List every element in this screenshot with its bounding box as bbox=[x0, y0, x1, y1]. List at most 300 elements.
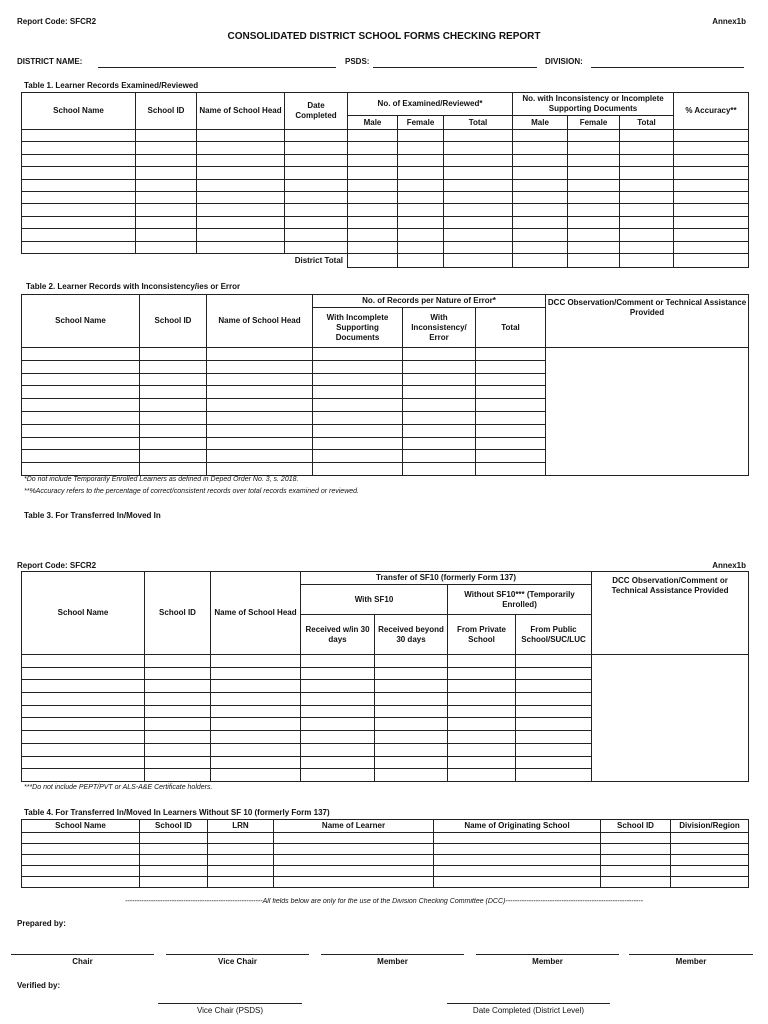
table-cell[interactable] bbox=[403, 437, 476, 450]
table-cell[interactable] bbox=[620, 167, 674, 179]
table-cell[interactable] bbox=[398, 191, 444, 203]
table-cell[interactable] bbox=[620, 179, 674, 191]
table-cell[interactable] bbox=[620, 241, 674, 253]
division-field[interactable] bbox=[591, 67, 744, 68]
table-cell[interactable] bbox=[398, 142, 444, 154]
table-cell[interactable] bbox=[145, 718, 211, 731]
table-cell[interactable] bbox=[476, 411, 546, 424]
table-cell[interactable] bbox=[301, 743, 375, 756]
table-cell[interactable] bbox=[448, 718, 516, 731]
table-cell[interactable] bbox=[140, 463, 207, 476]
table-cell[interactable] bbox=[197, 142, 285, 154]
table-cell[interactable] bbox=[513, 216, 568, 228]
table-cell[interactable] bbox=[313, 437, 403, 450]
table-cell[interactable] bbox=[398, 216, 444, 228]
table-cell[interactable] bbox=[444, 130, 513, 142]
table-cell[interactable] bbox=[444, 253, 513, 267]
table-cell[interactable] bbox=[22, 360, 140, 373]
table-cell[interactable] bbox=[375, 667, 448, 680]
table-cell[interactable] bbox=[513, 191, 568, 203]
table-cell[interactable] bbox=[444, 204, 513, 216]
table-cell[interactable] bbox=[348, 229, 398, 241]
table-cell[interactable] bbox=[620, 191, 674, 203]
table-cell[interactable] bbox=[375, 705, 448, 718]
table-cell[interactable] bbox=[601, 855, 671, 866]
table-cell[interactable] bbox=[403, 386, 476, 399]
table-cell[interactable] bbox=[674, 253, 749, 267]
table-cell[interactable] bbox=[403, 360, 476, 373]
table-cell[interactable] bbox=[476, 386, 546, 399]
table-cell[interactable] bbox=[513, 241, 568, 253]
table-cell[interactable] bbox=[516, 731, 592, 744]
table-cell[interactable] bbox=[22, 756, 145, 769]
table-cell[interactable] bbox=[22, 437, 140, 450]
table-cell[interactable] bbox=[516, 756, 592, 769]
table-cell[interactable] bbox=[398, 167, 444, 179]
table-cell[interactable] bbox=[674, 154, 749, 166]
table-cell[interactable] bbox=[448, 743, 516, 756]
table-cell[interactable] bbox=[22, 142, 136, 154]
table-cell[interactable] bbox=[274, 844, 434, 855]
table-cell[interactable] bbox=[568, 179, 620, 191]
table-cell[interactable] bbox=[348, 204, 398, 216]
table-cell[interactable] bbox=[448, 667, 516, 680]
table-cell[interactable] bbox=[211, 718, 301, 731]
table-cell[interactable] bbox=[301, 718, 375, 731]
table-cell[interactable] bbox=[516, 705, 592, 718]
table-cell[interactable] bbox=[448, 655, 516, 668]
table-cell[interactable] bbox=[348, 167, 398, 179]
table-cell[interactable] bbox=[301, 756, 375, 769]
table-cell[interactable] bbox=[285, 191, 348, 203]
table-cell[interactable] bbox=[313, 411, 403, 424]
table-cell[interactable] bbox=[136, 179, 197, 191]
table-cell[interactable] bbox=[22, 743, 145, 756]
table-cell[interactable] bbox=[398, 179, 444, 191]
table-cell[interactable] bbox=[301, 705, 375, 718]
table-cell[interactable] bbox=[398, 204, 444, 216]
vice-chair-psds-signature-line[interactable] bbox=[158, 1003, 302, 1004]
table-cell[interactable] bbox=[671, 855, 749, 866]
table-cell[interactable] bbox=[211, 693, 301, 706]
table-cell[interactable] bbox=[208, 877, 274, 888]
district-field[interactable] bbox=[98, 67, 336, 68]
table-cell[interactable] bbox=[197, 216, 285, 228]
table-cell[interactable] bbox=[620, 130, 674, 142]
psds-field[interactable] bbox=[373, 67, 537, 68]
table-cell[interactable] bbox=[601, 844, 671, 855]
table-cell[interactable] bbox=[444, 216, 513, 228]
table-cell[interactable] bbox=[476, 348, 546, 361]
table-cell[interactable] bbox=[197, 154, 285, 166]
chair-signature-line[interactable] bbox=[11, 954, 154, 955]
table-cell[interactable] bbox=[136, 204, 197, 216]
table-cell[interactable] bbox=[136, 142, 197, 154]
table-cell[interactable] bbox=[22, 769, 145, 782]
table-cell[interactable] bbox=[22, 855, 140, 866]
table-cell[interactable] bbox=[140, 866, 208, 877]
table-cell[interactable] bbox=[313, 348, 403, 361]
table-cell[interactable] bbox=[476, 373, 546, 386]
table-cell[interactable] bbox=[444, 179, 513, 191]
table-cell[interactable] bbox=[285, 241, 348, 253]
table-cell[interactable] bbox=[601, 833, 671, 844]
table-cell[interactable] bbox=[398, 253, 444, 267]
table-cell[interactable] bbox=[671, 833, 749, 844]
table-cell[interactable] bbox=[448, 680, 516, 693]
table-cell[interactable] bbox=[375, 756, 448, 769]
table-cell[interactable] bbox=[285, 142, 348, 154]
table-cell[interactable] bbox=[601, 877, 671, 888]
table-cell[interactable] bbox=[140, 855, 208, 866]
annex-label-2: Annex1b bbox=[712, 561, 746, 570]
table-cell[interactable] bbox=[145, 705, 211, 718]
table-cell[interactable] bbox=[375, 680, 448, 693]
table-cell[interactable] bbox=[22, 844, 140, 855]
table-cell[interactable] bbox=[207, 399, 313, 412]
table-cell[interactable] bbox=[140, 450, 207, 463]
table-cell[interactable] bbox=[207, 463, 313, 476]
table-cell[interactable] bbox=[208, 855, 274, 866]
table-cell[interactable] bbox=[671, 866, 749, 877]
table-cell[interactable] bbox=[313, 360, 403, 373]
table-cell[interactable] bbox=[674, 229, 749, 241]
table-cell[interactable] bbox=[22, 348, 140, 361]
table-cell[interactable] bbox=[444, 229, 513, 241]
table-cell[interactable] bbox=[568, 204, 620, 216]
table-cell[interactable] bbox=[448, 756, 516, 769]
table-cell[interactable] bbox=[513, 204, 568, 216]
table-cell[interactable] bbox=[22, 216, 136, 228]
table-cell[interactable] bbox=[375, 731, 448, 744]
table-cell[interactable] bbox=[22, 191, 136, 203]
table-cell[interactable] bbox=[197, 130, 285, 142]
table-cell[interactable] bbox=[620, 154, 674, 166]
table-cell[interactable] bbox=[403, 463, 476, 476]
table-cell[interactable] bbox=[22, 167, 136, 179]
table-cell[interactable] bbox=[444, 241, 513, 253]
table-cell[interactable] bbox=[207, 437, 313, 450]
table-cell[interactable] bbox=[434, 833, 601, 844]
table-cell[interactable] bbox=[285, 154, 348, 166]
table-cell[interactable] bbox=[140, 399, 207, 412]
table-cell[interactable] bbox=[674, 241, 749, 253]
table-cell[interactable] bbox=[568, 142, 620, 154]
table-cell[interactable] bbox=[22, 705, 145, 718]
table-cell[interactable] bbox=[140, 877, 208, 888]
table-cell[interactable] bbox=[313, 450, 403, 463]
table-cell[interactable] bbox=[140, 373, 207, 386]
table-cell[interactable] bbox=[444, 142, 513, 154]
table-cell[interactable] bbox=[513, 142, 568, 154]
table-cell[interactable] bbox=[313, 399, 403, 412]
table-cell[interactable] bbox=[22, 386, 140, 399]
table-cell[interactable] bbox=[22, 450, 140, 463]
table-cell[interactable] bbox=[22, 204, 136, 216]
table-cell[interactable] bbox=[375, 718, 448, 731]
table-cell[interactable] bbox=[274, 833, 434, 844]
table-cell[interactable] bbox=[513, 229, 568, 241]
table-cell[interactable] bbox=[211, 756, 301, 769]
table-cell[interactable] bbox=[348, 191, 398, 203]
table-cell[interactable] bbox=[136, 154, 197, 166]
table-cell[interactable] bbox=[22, 179, 136, 191]
table-cell[interactable] bbox=[620, 253, 674, 267]
table-cell[interactable] bbox=[22, 241, 136, 253]
table-cell[interactable] bbox=[313, 373, 403, 386]
table-cell[interactable] bbox=[348, 179, 398, 191]
vice-chair-signature-line[interactable] bbox=[166, 954, 309, 955]
table-cell[interactable] bbox=[285, 229, 348, 241]
table-cell[interactable] bbox=[375, 693, 448, 706]
table-cell[interactable] bbox=[145, 731, 211, 744]
table-cell[interactable] bbox=[568, 191, 620, 203]
table-cell[interactable] bbox=[197, 204, 285, 216]
table-cell[interactable] bbox=[403, 399, 476, 412]
table-cell[interactable] bbox=[211, 769, 301, 782]
table-cell[interactable] bbox=[476, 463, 546, 476]
table-cell[interactable] bbox=[301, 769, 375, 782]
table-cell[interactable] bbox=[274, 855, 434, 866]
table-cell[interactable] bbox=[301, 731, 375, 744]
table-cell[interactable] bbox=[145, 667, 211, 680]
table-cell[interactable] bbox=[285, 204, 348, 216]
table-cell[interactable] bbox=[211, 655, 301, 668]
table-cell[interactable] bbox=[674, 204, 749, 216]
table-cell[interactable] bbox=[197, 167, 285, 179]
table-cell[interactable] bbox=[434, 844, 601, 855]
table-cell[interactable] bbox=[516, 655, 592, 668]
table-cell[interactable] bbox=[444, 191, 513, 203]
table-cell[interactable] bbox=[207, 360, 313, 373]
table-cell[interactable] bbox=[568, 154, 620, 166]
col-with-sf10: With SF10 bbox=[301, 585, 448, 615]
table-cell[interactable] bbox=[568, 253, 620, 267]
table-cell[interactable] bbox=[140, 437, 207, 450]
table-cell[interactable] bbox=[398, 130, 444, 142]
table-cell[interactable] bbox=[620, 142, 674, 154]
table-cell[interactable] bbox=[671, 844, 749, 855]
table-cell[interactable] bbox=[22, 130, 136, 142]
table-cell[interactable] bbox=[136, 191, 197, 203]
dcc-comment-cell[interactable] bbox=[546, 348, 749, 476]
table-cell[interactable] bbox=[22, 718, 145, 731]
table-cell[interactable] bbox=[145, 756, 211, 769]
table-cell[interactable] bbox=[22, 463, 140, 476]
table-cell[interactable] bbox=[145, 743, 211, 756]
table-cell[interactable] bbox=[140, 411, 207, 424]
table-cell[interactable] bbox=[197, 241, 285, 253]
table-cell[interactable] bbox=[620, 229, 674, 241]
table-cell[interactable] bbox=[285, 216, 348, 228]
table-cell[interactable] bbox=[403, 424, 476, 437]
table-cell[interactable] bbox=[136, 241, 197, 253]
table-cell[interactable] bbox=[22, 655, 145, 668]
table-cell[interactable] bbox=[22, 693, 145, 706]
table-cell[interactable] bbox=[145, 680, 211, 693]
table-cell[interactable] bbox=[434, 855, 601, 866]
table-cell[interactable] bbox=[313, 463, 403, 476]
table-cell[interactable] bbox=[22, 667, 145, 680]
table-cell[interactable] bbox=[568, 167, 620, 179]
table-cell[interactable] bbox=[301, 667, 375, 680]
table-cell[interactable] bbox=[301, 655, 375, 668]
table-cell[interactable] bbox=[211, 743, 301, 756]
table-cell[interactable] bbox=[145, 769, 211, 782]
table-cell[interactable] bbox=[140, 424, 207, 437]
table-cell[interactable] bbox=[448, 731, 516, 744]
table-cell[interactable] bbox=[403, 411, 476, 424]
table-cell[interactable] bbox=[516, 743, 592, 756]
table-cell[interactable] bbox=[568, 241, 620, 253]
table-cell[interactable] bbox=[301, 680, 375, 693]
table-cell[interactable] bbox=[136, 167, 197, 179]
table-cell[interactable] bbox=[348, 253, 398, 267]
table-cell[interactable] bbox=[516, 769, 592, 782]
table-cell[interactable] bbox=[22, 229, 136, 241]
table-cell[interactable] bbox=[22, 411, 140, 424]
table-cell[interactable] bbox=[348, 154, 398, 166]
table-cell[interactable] bbox=[476, 360, 546, 373]
table-cell[interactable] bbox=[22, 373, 140, 386]
table-cell[interactable] bbox=[444, 167, 513, 179]
table-cell[interactable] bbox=[516, 718, 592, 731]
table-cell[interactable] bbox=[476, 437, 546, 450]
table-cell[interactable] bbox=[22, 866, 140, 877]
table-cell[interactable] bbox=[476, 424, 546, 437]
table-cell[interactable] bbox=[211, 705, 301, 718]
table-cell[interactable] bbox=[398, 241, 444, 253]
table-cell[interactable] bbox=[136, 229, 197, 241]
sub-inconsistency: With Inconsistency/ Error bbox=[403, 308, 476, 348]
table-cell[interactable] bbox=[207, 424, 313, 437]
table-cell[interactable] bbox=[398, 229, 444, 241]
table-cell[interactable] bbox=[136, 130, 197, 142]
table-cell[interactable] bbox=[211, 731, 301, 744]
table-cell[interactable] bbox=[516, 680, 592, 693]
table-cell[interactable] bbox=[568, 229, 620, 241]
table-cell[interactable] bbox=[285, 179, 348, 191]
table-cell[interactable] bbox=[434, 877, 601, 888]
table-cell[interactable] bbox=[674, 191, 749, 203]
table-cell[interactable] bbox=[513, 179, 568, 191]
table-cell[interactable] bbox=[398, 154, 444, 166]
table-cell[interactable] bbox=[403, 348, 476, 361]
member-signature-line-3[interactable] bbox=[629, 954, 753, 955]
table-cell[interactable] bbox=[22, 680, 145, 693]
table-cell[interactable] bbox=[22, 731, 145, 744]
table-cell[interactable] bbox=[140, 348, 207, 361]
table-cell[interactable] bbox=[444, 154, 513, 166]
table-cell[interactable] bbox=[516, 667, 592, 680]
table-cell[interactable] bbox=[448, 769, 516, 782]
table-cell[interactable] bbox=[208, 844, 274, 855]
table-cell[interactable] bbox=[285, 130, 348, 142]
table-cell[interactable] bbox=[516, 693, 592, 706]
table-cell[interactable] bbox=[375, 769, 448, 782]
table-cell[interactable] bbox=[671, 877, 749, 888]
table-cell[interactable] bbox=[22, 154, 136, 166]
table-cell[interactable] bbox=[348, 130, 398, 142]
member-signature-line-2[interactable] bbox=[476, 954, 619, 955]
table-cell[interactable] bbox=[274, 866, 434, 877]
table-cell[interactable] bbox=[674, 216, 749, 228]
table-cell[interactable] bbox=[620, 216, 674, 228]
table-cell[interactable] bbox=[620, 204, 674, 216]
table-cell[interactable] bbox=[211, 667, 301, 680]
table-cell[interactable] bbox=[136, 216, 197, 228]
table-cell[interactable] bbox=[601, 866, 671, 877]
table-cell[interactable] bbox=[197, 191, 285, 203]
table-cell[interactable] bbox=[674, 179, 749, 191]
table-cell[interactable] bbox=[208, 833, 274, 844]
table-cell[interactable] bbox=[448, 705, 516, 718]
table-cell[interactable] bbox=[207, 411, 313, 424]
table-cell[interactable] bbox=[568, 130, 620, 142]
table-cell[interactable] bbox=[208, 866, 274, 877]
table-cell[interactable] bbox=[568, 216, 620, 228]
table-cell[interactable] bbox=[207, 450, 313, 463]
table-cell[interactable] bbox=[476, 450, 546, 463]
member-signature-line-1[interactable] bbox=[321, 954, 464, 955]
table-cell[interactable] bbox=[403, 450, 476, 463]
table-cell[interactable] bbox=[434, 866, 601, 877]
table-cell[interactable] bbox=[140, 844, 208, 855]
table-cell[interactable] bbox=[22, 877, 140, 888]
table-cell[interactable] bbox=[674, 167, 749, 179]
table-cell[interactable] bbox=[197, 179, 285, 191]
table-cell[interactable] bbox=[22, 833, 140, 844]
table-cell[interactable] bbox=[375, 743, 448, 756]
date-completed-signature-line[interactable] bbox=[447, 1003, 610, 1004]
table-cell[interactable] bbox=[274, 877, 434, 888]
table-cell[interactable] bbox=[22, 424, 140, 437]
table-cell[interactable] bbox=[140, 833, 208, 844]
table-cell[interactable] bbox=[348, 241, 398, 253]
table-cell[interactable] bbox=[448, 693, 516, 706]
table-cell[interactable] bbox=[207, 386, 313, 399]
verified-by-label: Verified by: bbox=[17, 981, 61, 990]
table-cell[interactable] bbox=[348, 142, 398, 154]
table-cell[interactable] bbox=[145, 693, 211, 706]
col-school-head: Name of School Head bbox=[211, 572, 301, 655]
table-cell[interactable] bbox=[145, 655, 211, 668]
table-cell[interactable] bbox=[513, 253, 568, 267]
table-cell[interactable] bbox=[348, 216, 398, 228]
table-cell[interactable] bbox=[22, 399, 140, 412]
table-cell[interactable] bbox=[207, 373, 313, 386]
table-cell[interactable] bbox=[674, 130, 749, 142]
table-cell[interactable] bbox=[313, 386, 403, 399]
table-cell[interactable] bbox=[403, 373, 476, 386]
table-cell[interactable] bbox=[513, 130, 568, 142]
table-cell[interactable] bbox=[513, 154, 568, 166]
table-cell[interactable] bbox=[313, 424, 403, 437]
table-cell[interactable] bbox=[197, 229, 285, 241]
table-cell[interactable] bbox=[211, 680, 301, 693]
table-cell[interactable] bbox=[301, 693, 375, 706]
table-cell[interactable] bbox=[513, 167, 568, 179]
table-cell[interactable] bbox=[207, 348, 313, 361]
table-cell[interactable] bbox=[285, 167, 348, 179]
table-cell[interactable] bbox=[375, 655, 448, 668]
table-cell[interactable] bbox=[476, 399, 546, 412]
dcc-comment-cell[interactable] bbox=[592, 655, 749, 782]
table-cell[interactable] bbox=[140, 360, 207, 373]
table-cell[interactable] bbox=[140, 386, 207, 399]
table-cell[interactable] bbox=[674, 142, 749, 154]
footnote-3: ***Do not include PEPT/PVT or ALS-A&E Certificate holders. bbox=[24, 784, 213, 791]
